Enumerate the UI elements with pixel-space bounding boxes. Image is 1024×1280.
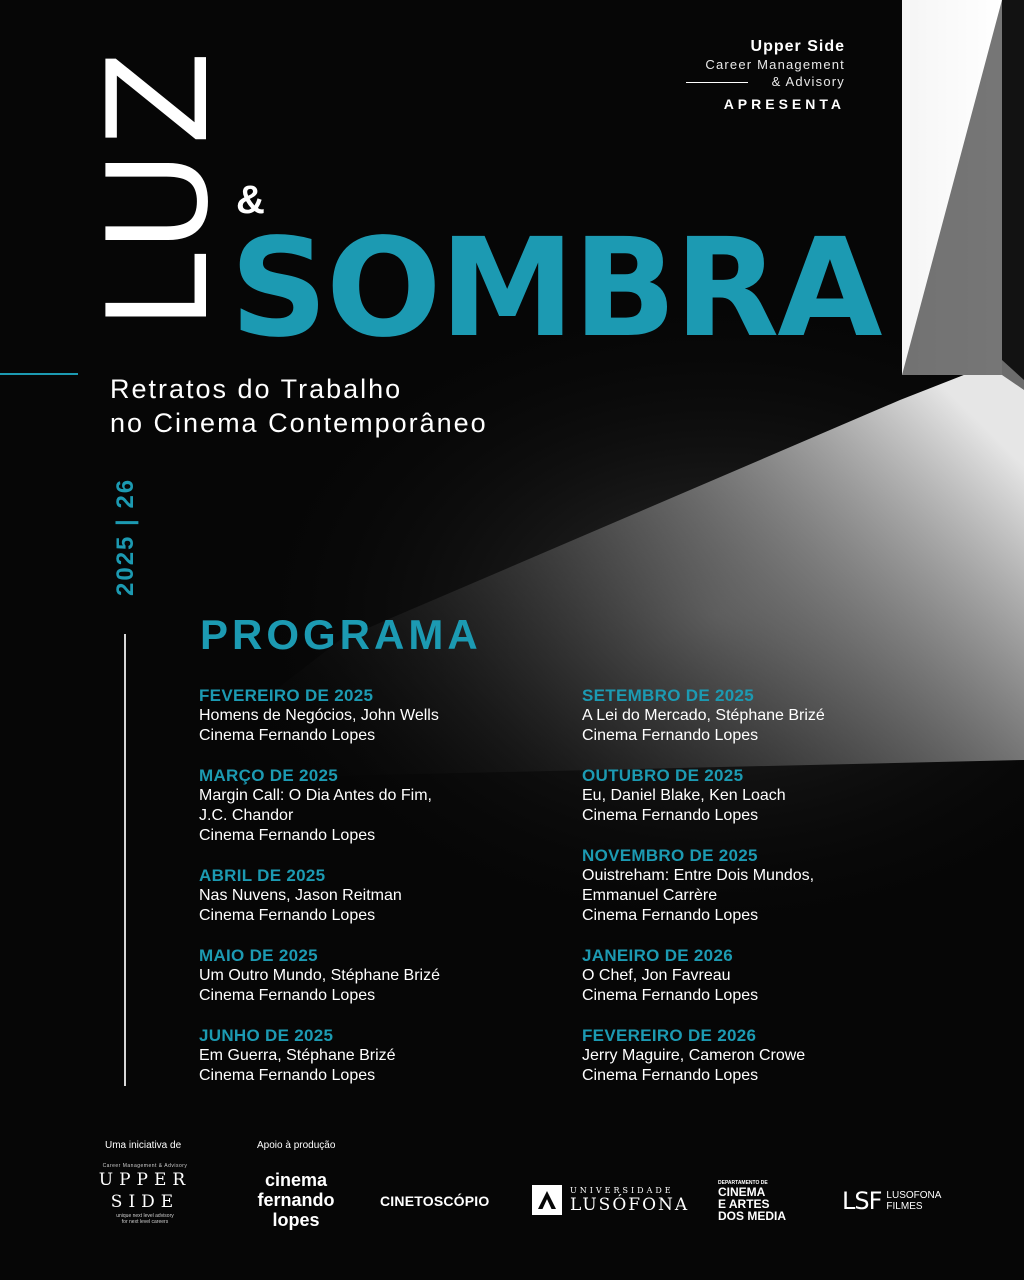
dcam-line-2: E ARTES (718, 1197, 770, 1211)
program-event (199, 946, 440, 1006)
program-event (582, 1026, 825, 1086)
presenter-brand: Upper Side (750, 38, 845, 55)
presenter-line-2-wrap (686, 73, 845, 90)
title-luz: LUZ (78, 42, 239, 330)
event-detail: Emmanuel Carrère (582, 887, 718, 904)
support-label: Apoio à produção (257, 1140, 336, 1151)
upper-side-tagline-1: unique next level advisory (116, 1213, 174, 1219)
event-detail: O Chef, Jon Favreau (582, 967, 731, 984)
event-detail: Cinema Fernando Lopes (199, 907, 376, 924)
program-column-right (582, 686, 825, 1106)
initiative-label: Uma iniciativa de (105, 1140, 182, 1151)
lusofona-line-1: UNIVERSIDADE (570, 1185, 674, 1195)
title-ampersand: & (236, 178, 265, 222)
event-detail: Eu, Daniel Blake, Ken Loach (582, 787, 786, 804)
upper-side-name-1: UPPER (98, 1170, 192, 1190)
event-detail: Cinema Fernando Lopes (582, 907, 759, 924)
upper-side-logo (98, 1163, 192, 1225)
dcam-line-0: DEPARTAMENTO DE (718, 1180, 768, 1186)
event-month: OUTUBRO DE 2025 (582, 766, 744, 785)
event-month: FEVEREIRO DE 2025 (199, 686, 374, 705)
event-detail: Nas Nuvens, Jason Reitman (199, 887, 402, 904)
dcam-line-3: DOS MEDIA (718, 1209, 787, 1223)
event-detail: J.C. Chandor (199, 807, 294, 824)
program-heading: PROGRAMA (200, 611, 482, 658)
presenter-line-1: Career Management (705, 57, 845, 72)
event-month: JUNHO DE 2025 (199, 1026, 334, 1045)
event-month: NOVEMBRO DE 2025 (582, 846, 758, 865)
universidade-lusofona-logo (532, 1185, 689, 1215)
upper-side-tagline-top: Career Management & Advisory (102, 1163, 188, 1169)
cfl-line-1: cinema (264, 1170, 328, 1190)
lsf-mark: LSF (842, 1187, 882, 1215)
title-sombra: SOMBRA (230, 210, 881, 368)
dcam-line-1: CINEMA (718, 1185, 766, 1199)
event-detail: Cinema Fernando Lopes (199, 727, 376, 744)
event-month: ABRIL DE 2025 (199, 866, 326, 885)
departamento-cinema-logo (718, 1180, 786, 1222)
subtitle (110, 372, 488, 440)
program-event (199, 866, 440, 926)
presenter-apresenta: APRESENTA (723, 96, 845, 112)
event-detail: Cinema Fernando Lopes (582, 1067, 759, 1084)
lsf-line-1: LUSOFONA (886, 1190, 942, 1201)
accent-divider (0, 373, 78, 375)
program-event (582, 846, 825, 926)
vertical-rule (124, 634, 126, 1086)
upper-side-name-2: SIDE (110, 1192, 180, 1212)
upper-side-tagline-2: for next level careers (121, 1219, 169, 1225)
event-month: MARÇO DE 2025 (199, 766, 338, 785)
event-detail: A Lei do Mercado, Stéphane Brizé (582, 707, 825, 724)
event-month: FEVEREIRO DE 2026 (582, 1026, 757, 1045)
season-years: 2025 | 26 (112, 477, 139, 596)
lusofona-line-2: LUSÓFONA (570, 1194, 690, 1215)
event-detail: Cinema Fernando Lopes (199, 827, 376, 844)
event-detail: Cinema Fernando Lopes (582, 807, 759, 824)
cfl-line-2: fernando (257, 1190, 335, 1210)
event-detail: Ouistreham: Entre Dois Mundos, (582, 867, 815, 884)
program-event (199, 686, 440, 746)
program-event (582, 946, 825, 1006)
subtitle-line-2: no Cinema Contemporâneo (110, 408, 488, 438)
presenter-line-2: & Advisory (771, 74, 845, 89)
lsf-line-2: FILMES (886, 1201, 923, 1212)
presenter-rule (686, 82, 748, 83)
event-detail: Jerry Maguire, Cameron Crowe (582, 1047, 806, 1064)
program-event (199, 766, 440, 846)
program-event (199, 1026, 440, 1086)
cfl-line-3: lopes (272, 1210, 320, 1230)
lusofona-filmes-logo (842, 1187, 941, 1215)
subtitle-line-1: Retratos do Trabalho (110, 374, 403, 404)
cinema-fernando-lopes-logo (250, 1170, 342, 1230)
event-month: SETEMBRO DE 2025 (582, 686, 755, 705)
event-detail: Margin Call: O Dia Antes do Fim, (199, 787, 432, 804)
event-detail: Cinema Fernando Lopes (199, 1067, 376, 1084)
event-detail: Em Guerra, Stéphane Brizé (199, 1047, 396, 1064)
event-month: JANEIRO DE 2026 (582, 946, 733, 965)
event-detail: Homens de Negócios, John Wells (199, 707, 439, 724)
program-event (582, 766, 825, 826)
presenter-block (686, 38, 845, 112)
lusofona-mark-icon (532, 1185, 562, 1215)
event-detail: Cinema Fernando Lopes (582, 987, 759, 1004)
cinetoscopio-logo: CINETOSCÓPIO (380, 1193, 490, 1209)
event-detail: Cinema Fernando Lopes (199, 987, 376, 1004)
event-detail: Um Outro Mundo, Stéphane Brizé (199, 967, 441, 984)
program-column-left (199, 686, 440, 1106)
event-detail: Cinema Fernando Lopes (582, 727, 759, 744)
program-event (582, 686, 825, 746)
event-month: MAIO DE 2025 (199, 946, 318, 965)
